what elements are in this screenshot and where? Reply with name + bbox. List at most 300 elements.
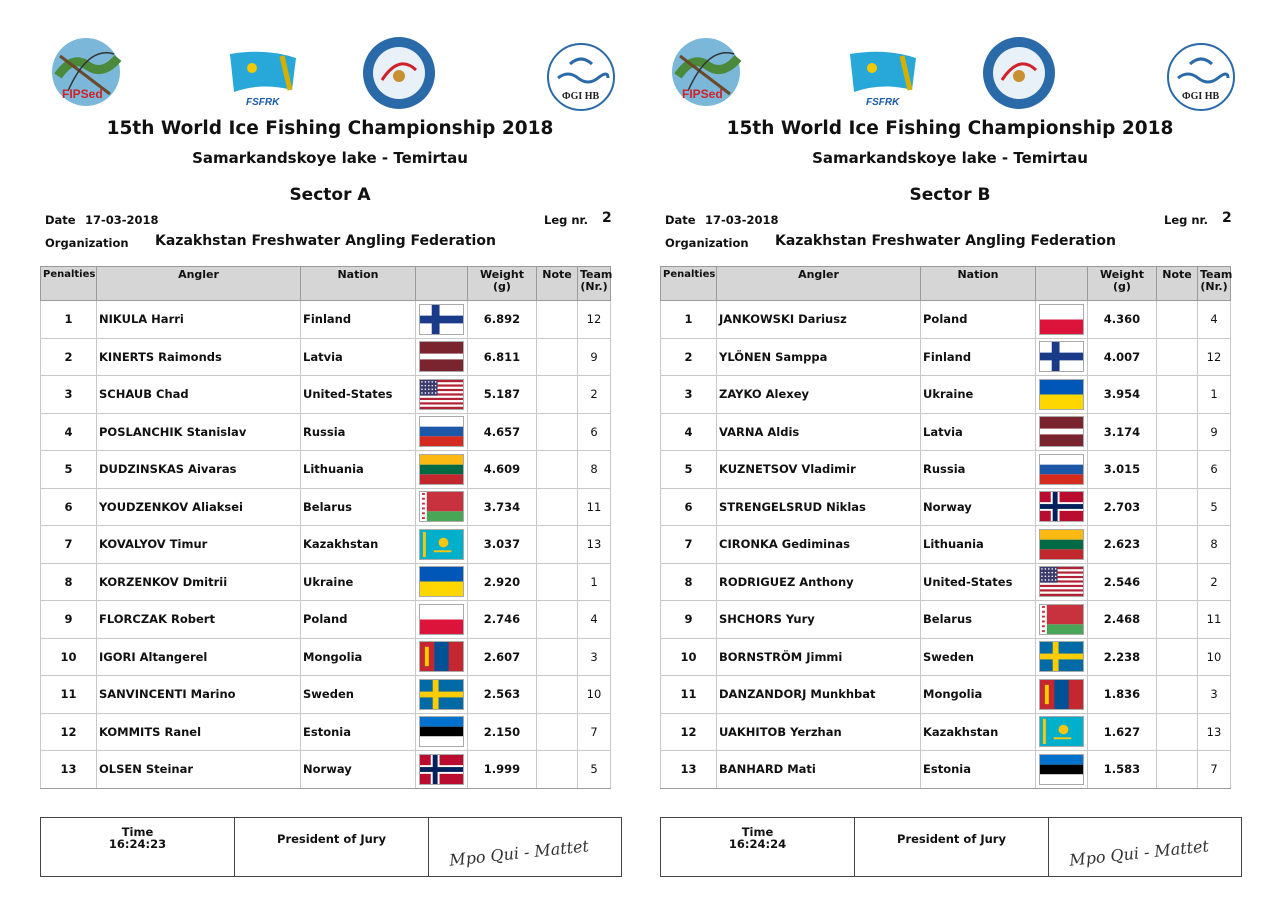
weight-cell: 2.563 bbox=[468, 676, 537, 714]
weight-cell: 4.657 bbox=[468, 413, 537, 451]
leg-label: Leg nr. bbox=[544, 213, 588, 227]
time-label: Time bbox=[121, 825, 154, 839]
note-cell bbox=[1157, 413, 1198, 451]
fsfrk-logo bbox=[846, 50, 926, 110]
weight-cell: 4.609 bbox=[468, 451, 537, 489]
team-cell: 11 bbox=[1198, 601, 1231, 639]
flag-cell bbox=[1036, 301, 1088, 339]
table-row bbox=[661, 638, 1231, 676]
rank-cell: 12 bbox=[41, 713, 97, 751]
flag-cell bbox=[416, 601, 468, 639]
angler-cell: KORZENKOV Dmitrii bbox=[97, 563, 301, 601]
sector-title: Sector B bbox=[909, 185, 991, 205]
note-cell bbox=[1157, 526, 1198, 564]
results-table bbox=[40, 266, 611, 789]
fsfrk-logo-text: FSFRK bbox=[246, 97, 280, 108]
rank-cell: 13 bbox=[661, 751, 717, 789]
flag-cell bbox=[416, 301, 468, 339]
angler-cell: SANVINCENTI Marino bbox=[97, 676, 301, 714]
note-cell bbox=[1157, 563, 1198, 601]
lithuania-flag-icon bbox=[419, 454, 464, 485]
flag-cell bbox=[416, 413, 468, 451]
kazakhstan-flag-icon bbox=[1039, 716, 1084, 747]
nation-cell: Latvia bbox=[301, 338, 416, 376]
nation-cell: Latvia bbox=[921, 413, 1036, 451]
note-cell bbox=[537, 451, 578, 489]
note-cell bbox=[537, 488, 578, 526]
team-header-label: Team bbox=[1200, 268, 1233, 281]
weight-cell: 2.607 bbox=[468, 638, 537, 676]
rank-cell: 1 bbox=[41, 301, 97, 339]
angler-cell: JANKOWSKI Dariusz bbox=[717, 301, 921, 339]
jury-footer bbox=[40, 817, 622, 877]
signature-cell bbox=[429, 818, 621, 876]
note-cell bbox=[1157, 376, 1198, 414]
team-cell: 7 bbox=[578, 713, 611, 751]
table-row bbox=[41, 451, 611, 489]
note-cell bbox=[1157, 488, 1198, 526]
team-cell: 13 bbox=[578, 526, 611, 564]
weight-header-label: Weight bbox=[1100, 268, 1144, 281]
penalties-header: Penalties bbox=[41, 267, 97, 301]
team-header bbox=[1198, 267, 1231, 301]
nation-cell: Lithuania bbox=[921, 526, 1036, 564]
angler-cell: KOMMITS Ranel bbox=[97, 713, 301, 751]
fipsed-logo bbox=[668, 36, 748, 110]
note-cell bbox=[1157, 601, 1198, 639]
team-cell: 13 bbox=[1198, 713, 1231, 751]
angler-cell: SHCHORS Yury bbox=[717, 601, 921, 639]
nation-cell: Lithuania bbox=[301, 451, 416, 489]
table-row bbox=[661, 338, 1231, 376]
nation-cell: Sweden bbox=[301, 676, 416, 714]
date-value: 17-03-2018 bbox=[85, 213, 159, 227]
weight-cell: 2.703 bbox=[1088, 488, 1157, 526]
rank-cell: 2 bbox=[41, 338, 97, 376]
weight-cell: 3.954 bbox=[1088, 376, 1157, 414]
team-cell: 6 bbox=[578, 413, 611, 451]
table-row bbox=[661, 451, 1231, 489]
team-cell: 1 bbox=[1198, 376, 1231, 414]
finland-flag-icon bbox=[1039, 341, 1084, 372]
team-cell: 5 bbox=[1198, 488, 1231, 526]
leg-value: 2 bbox=[1222, 210, 1232, 226]
nation-cell: Ukraine bbox=[301, 563, 416, 601]
angler-cell: OLSEN Steinar bbox=[97, 751, 301, 789]
flag-header bbox=[1036, 267, 1088, 301]
angler-cell: IGORI Altangerel bbox=[97, 638, 301, 676]
team-cell: 8 bbox=[578, 451, 611, 489]
rank-cell: 9 bbox=[41, 601, 97, 639]
ukraine-flag-icon bbox=[1039, 379, 1084, 410]
weight-cell: 3.015 bbox=[1088, 451, 1157, 489]
weight-cell: 6.811 bbox=[468, 338, 537, 376]
lithuania-flag-icon bbox=[1039, 529, 1084, 560]
estonia-flag-icon bbox=[1039, 754, 1084, 785]
fsfrk-logo bbox=[226, 50, 306, 110]
fgi-logo-text: ФGI НВ bbox=[1182, 91, 1220, 102]
angler-header: Angler bbox=[717, 267, 921, 301]
championship-title: 15th World Ice Fishing Championship 2018 bbox=[726, 118, 1174, 139]
note-cell bbox=[1157, 638, 1198, 676]
note-cell bbox=[1157, 301, 1198, 339]
angler-cell: STRENGELSRUD Niklas bbox=[717, 488, 921, 526]
team-cell: 3 bbox=[578, 638, 611, 676]
team-header-sub: (Nr.) bbox=[580, 280, 608, 293]
flag-cell bbox=[416, 751, 468, 789]
rank-cell: 6 bbox=[661, 488, 717, 526]
mongolia-flag-icon bbox=[1039, 679, 1084, 710]
signature-cell bbox=[1049, 818, 1241, 876]
note-cell bbox=[537, 676, 578, 714]
flag-cell bbox=[1036, 413, 1088, 451]
time-label: Time bbox=[741, 825, 774, 839]
belarus-flag-icon bbox=[1039, 604, 1084, 635]
flag-cell bbox=[1036, 488, 1088, 526]
sweden-flag-icon bbox=[419, 679, 464, 710]
rank-cell: 9 bbox=[661, 601, 717, 639]
note-cell bbox=[537, 713, 578, 751]
weight-cell: 2.238 bbox=[1088, 638, 1157, 676]
angler-cell: RODRIGUEZ Anthony bbox=[717, 563, 921, 601]
table-header-row bbox=[661, 267, 1231, 301]
team-cell: 10 bbox=[1198, 638, 1231, 676]
angler-cell: YOUDZENKOV Aliaksei bbox=[97, 488, 301, 526]
note-cell bbox=[537, 338, 578, 376]
weight-cell: 2.468 bbox=[1088, 601, 1157, 639]
team-cell: 3 bbox=[1198, 676, 1231, 714]
angler-cell: BORNSTRÖM Jimmi bbox=[717, 638, 921, 676]
flag-cell bbox=[416, 488, 468, 526]
weight-cell: 1.627 bbox=[1088, 713, 1157, 751]
organization-label: Organization bbox=[45, 236, 129, 250]
note-cell bbox=[537, 751, 578, 789]
flag-cell bbox=[1036, 713, 1088, 751]
note-cell bbox=[1157, 338, 1198, 376]
team-header-sub: (Nr.) bbox=[1200, 280, 1228, 293]
flag-header bbox=[416, 267, 468, 301]
team-cell: 8 bbox=[1198, 526, 1231, 564]
rank-cell: 3 bbox=[41, 376, 97, 414]
nation-cell: Norway bbox=[921, 488, 1036, 526]
flag-cell bbox=[416, 338, 468, 376]
table-row bbox=[41, 713, 611, 751]
rank-cell: 8 bbox=[661, 563, 717, 601]
time-block bbox=[661, 826, 854, 850]
flag-cell bbox=[1036, 338, 1088, 376]
rank-cell: 8 bbox=[41, 563, 97, 601]
flag-cell bbox=[416, 451, 468, 489]
weight-cell: 2.920 bbox=[468, 563, 537, 601]
nation-cell: Ukraine bbox=[921, 376, 1036, 414]
table-row bbox=[661, 563, 1231, 601]
angler-cell: BANHARD Mati bbox=[717, 751, 921, 789]
time-value: 16:24:24 bbox=[728, 837, 787, 851]
rank-cell: 12 bbox=[661, 713, 717, 751]
note-cell bbox=[537, 563, 578, 601]
table-row bbox=[661, 713, 1231, 751]
angler-cell: VARNA Aldis bbox=[717, 413, 921, 451]
rank-cell: 5 bbox=[41, 451, 97, 489]
result-sheet bbox=[660, 0, 1260, 906]
flag-cell bbox=[1036, 638, 1088, 676]
date-value: 17-03-2018 bbox=[705, 213, 779, 227]
angler-cell: DUDZINSKAS Aivaras bbox=[97, 451, 301, 489]
nation-cell: Mongolia bbox=[921, 676, 1036, 714]
table-row bbox=[661, 526, 1231, 564]
signature-text: Mpo Qui - Mattet bbox=[448, 836, 590, 870]
rank-cell: 2 bbox=[661, 338, 717, 376]
weight-cell: 2.746 bbox=[468, 601, 537, 639]
nation-header: Nation bbox=[301, 267, 416, 301]
angler-cell: KOVALYOV Timur bbox=[97, 526, 301, 564]
weight-header bbox=[468, 267, 537, 301]
note-cell bbox=[537, 301, 578, 339]
weight-cell: 2.150 bbox=[468, 713, 537, 751]
weight-cell: 5.187 bbox=[468, 376, 537, 414]
norway-flag-icon bbox=[419, 754, 464, 785]
flag-cell bbox=[1036, 676, 1088, 714]
angler-cell: SCHAUB Chad bbox=[97, 376, 301, 414]
flag-cell bbox=[1036, 751, 1088, 789]
nation-cell: Finland bbox=[921, 338, 1036, 376]
organization-label: Organization bbox=[665, 236, 749, 250]
nation-cell: Kazakhstan bbox=[301, 526, 416, 564]
angler-cell: YLÖNEN Samppa bbox=[717, 338, 921, 376]
note-header: Note bbox=[537, 267, 578, 301]
rank-cell: 11 bbox=[661, 676, 717, 714]
president-cell bbox=[235, 818, 429, 876]
rank-cell: 4 bbox=[41, 413, 97, 451]
nation-cell: Finland bbox=[301, 301, 416, 339]
fgi-logo bbox=[546, 42, 616, 112]
latvia-flag-icon bbox=[1039, 416, 1084, 447]
rank-cell: 1 bbox=[661, 301, 717, 339]
date-label: Date bbox=[45, 213, 76, 227]
angler-header: Angler bbox=[97, 267, 301, 301]
weight-cell: 4.360 bbox=[1088, 301, 1157, 339]
rank-cell: 7 bbox=[661, 526, 717, 564]
angler-cell: KUZNETSOV Vladimir bbox=[717, 451, 921, 489]
fipsed-logo-text: FIPSed bbox=[682, 87, 723, 101]
table-row bbox=[661, 601, 1231, 639]
nation-cell: Estonia bbox=[921, 751, 1036, 789]
fipsed-logo-text: FIPSed bbox=[62, 87, 103, 101]
sector-title: Sector A bbox=[289, 185, 371, 205]
rank-cell: 5 bbox=[661, 451, 717, 489]
penalties-header: Penalties bbox=[661, 267, 717, 301]
table-row bbox=[661, 488, 1231, 526]
weight-cell: 3.174 bbox=[1088, 413, 1157, 451]
note-cell bbox=[537, 638, 578, 676]
angler-cell: UAKHITOB Yerzhan bbox=[717, 713, 921, 751]
table-row bbox=[41, 301, 611, 339]
team-cell: 12 bbox=[578, 301, 611, 339]
nation-cell: Kazakhstan bbox=[921, 713, 1036, 751]
leg-label: Leg nr. bbox=[1164, 213, 1208, 227]
note-cell bbox=[1157, 451, 1198, 489]
flag-cell bbox=[416, 713, 468, 751]
team-cell: 4 bbox=[578, 601, 611, 639]
weight-header-unit: (g) bbox=[1113, 280, 1131, 293]
weight-cell: 3.037 bbox=[468, 526, 537, 564]
angler-cell: FLORCZAK Robert bbox=[97, 601, 301, 639]
flag-cell bbox=[1036, 376, 1088, 414]
nation-cell: United-States bbox=[301, 376, 416, 414]
weight-cell: 4.007 bbox=[1088, 338, 1157, 376]
angler-cell: NIKULA Harri bbox=[97, 301, 301, 339]
nation-cell: Estonia bbox=[301, 713, 416, 751]
team-cell: 7 bbox=[1198, 751, 1231, 789]
rank-cell: 7 bbox=[41, 526, 97, 564]
weight-header-unit: (g) bbox=[493, 280, 511, 293]
team-cell: 12 bbox=[1198, 338, 1231, 376]
flag-cell bbox=[416, 526, 468, 564]
table-row bbox=[41, 676, 611, 714]
note-cell bbox=[537, 376, 578, 414]
table-row bbox=[41, 488, 611, 526]
championship-emblem bbox=[982, 36, 1056, 110]
flag-cell bbox=[1036, 526, 1088, 564]
flag-cell bbox=[416, 638, 468, 676]
angler-cell: KINERTS Raimonds bbox=[97, 338, 301, 376]
kazakhstan-flag-icon bbox=[419, 529, 464, 560]
rank-cell: 3 bbox=[661, 376, 717, 414]
time-block bbox=[41, 826, 234, 850]
nation-cell: Mongolia bbox=[301, 638, 416, 676]
finland-flag-icon bbox=[419, 304, 464, 335]
championship-title: 15th World Ice Fishing Championship 2018 bbox=[106, 118, 554, 139]
team-cell: 1 bbox=[578, 563, 611, 601]
weight-header-label: Weight bbox=[480, 268, 524, 281]
team-cell: 4 bbox=[1198, 301, 1231, 339]
nation-cell: Poland bbox=[921, 301, 1036, 339]
table-row bbox=[41, 601, 611, 639]
venue-subtitle: Samarkandskoye lake - Temirtau bbox=[192, 149, 468, 167]
rank-cell: 10 bbox=[41, 638, 97, 676]
team-cell: 2 bbox=[578, 376, 611, 414]
mongolia-flag-icon bbox=[419, 641, 464, 672]
jury-signature bbox=[1049, 818, 1239, 874]
weight-cell: 1.999 bbox=[468, 751, 537, 789]
weight-cell: 1.583 bbox=[1088, 751, 1157, 789]
latvia-flag-icon bbox=[419, 341, 464, 372]
belarus-flag-icon bbox=[419, 491, 464, 522]
table-row bbox=[41, 526, 611, 564]
note-cell bbox=[1157, 751, 1198, 789]
date-label: Date bbox=[665, 213, 696, 227]
poland-flag-icon bbox=[419, 604, 464, 635]
time-cell bbox=[661, 818, 855, 876]
norway-flag-icon bbox=[1039, 491, 1084, 522]
russia-flag-icon bbox=[1039, 454, 1084, 485]
team-cell: 6 bbox=[1198, 451, 1231, 489]
table-row bbox=[661, 751, 1231, 789]
table-row bbox=[41, 338, 611, 376]
team-cell: 9 bbox=[578, 338, 611, 376]
rank-cell: 4 bbox=[661, 413, 717, 451]
estonia-flag-icon bbox=[419, 716, 464, 747]
team-cell: 9 bbox=[1198, 413, 1231, 451]
logo-row bbox=[40, 36, 640, 116]
team-header-label: Team bbox=[580, 268, 613, 281]
nation-header: Nation bbox=[921, 267, 1036, 301]
flag-cell bbox=[1036, 563, 1088, 601]
organization-value: Kazakhstan Freshwater Angling Federation bbox=[775, 233, 1116, 249]
team-cell: 10 bbox=[578, 676, 611, 714]
fgi-logo bbox=[1166, 42, 1236, 112]
time-cell bbox=[41, 818, 235, 876]
venue-subtitle: Samarkandskoye lake - Temirtau bbox=[812, 149, 1088, 167]
flag-cell bbox=[416, 676, 468, 714]
flag-cell bbox=[416, 563, 468, 601]
weight-header bbox=[1088, 267, 1157, 301]
team-cell: 5 bbox=[578, 751, 611, 789]
organization-value: Kazakhstan Freshwater Angling Federation bbox=[155, 233, 496, 249]
usa-flag-icon bbox=[419, 379, 464, 410]
fipsed-logo bbox=[48, 36, 128, 110]
weight-cell: 3.734 bbox=[468, 488, 537, 526]
time-value: 16:24:23 bbox=[108, 837, 167, 851]
fgi-logo-text: ФGI НВ bbox=[562, 91, 600, 102]
angler-cell: CIRONKA Gediminas bbox=[717, 526, 921, 564]
nation-cell: United-States bbox=[921, 563, 1036, 601]
table-row bbox=[661, 376, 1231, 414]
table-row bbox=[41, 376, 611, 414]
weight-cell: 1.836 bbox=[1088, 676, 1157, 714]
table-row bbox=[661, 413, 1231, 451]
note-header: Note bbox=[1157, 267, 1198, 301]
fsfrk-logo-text: FSFRK bbox=[866, 97, 900, 108]
nation-cell: Sweden bbox=[921, 638, 1036, 676]
nation-cell: Belarus bbox=[921, 601, 1036, 639]
note-cell bbox=[537, 526, 578, 564]
nation-cell: Russia bbox=[921, 451, 1036, 489]
poland-flag-icon bbox=[1039, 304, 1084, 335]
table-row bbox=[661, 676, 1231, 714]
championship-emblem bbox=[362, 36, 436, 110]
nation-cell: Poland bbox=[301, 601, 416, 639]
nation-cell: Belarus bbox=[301, 488, 416, 526]
president-label: President of Jury bbox=[897, 832, 1006, 846]
table-row bbox=[41, 638, 611, 676]
flag-cell bbox=[416, 376, 468, 414]
angler-cell: ZAYKO Alexey bbox=[717, 376, 921, 414]
weight-cell: 2.546 bbox=[1088, 563, 1157, 601]
jury-signature bbox=[429, 818, 619, 874]
logo-row bbox=[660, 36, 1260, 116]
note-cell bbox=[537, 413, 578, 451]
weight-cell: 6.892 bbox=[468, 301, 537, 339]
table-row bbox=[661, 301, 1231, 339]
table-row bbox=[41, 751, 611, 789]
president-cell bbox=[855, 818, 1049, 876]
russia-flag-icon bbox=[419, 416, 464, 447]
president-label: President of Jury bbox=[277, 832, 386, 846]
signature-text: Mpo Qui - Mattet bbox=[1068, 836, 1210, 870]
angler-cell: POSLANCHIK Stanislav bbox=[97, 413, 301, 451]
ukraine-flag-icon bbox=[419, 566, 464, 597]
team-cell: 2 bbox=[1198, 563, 1231, 601]
note-cell bbox=[1157, 676, 1198, 714]
results-table bbox=[660, 266, 1231, 789]
table-row bbox=[41, 413, 611, 451]
flag-cell bbox=[1036, 451, 1088, 489]
note-cell bbox=[1157, 713, 1198, 751]
result-sheet bbox=[40, 0, 640, 906]
rank-cell: 6 bbox=[41, 488, 97, 526]
rank-cell: 13 bbox=[41, 751, 97, 789]
